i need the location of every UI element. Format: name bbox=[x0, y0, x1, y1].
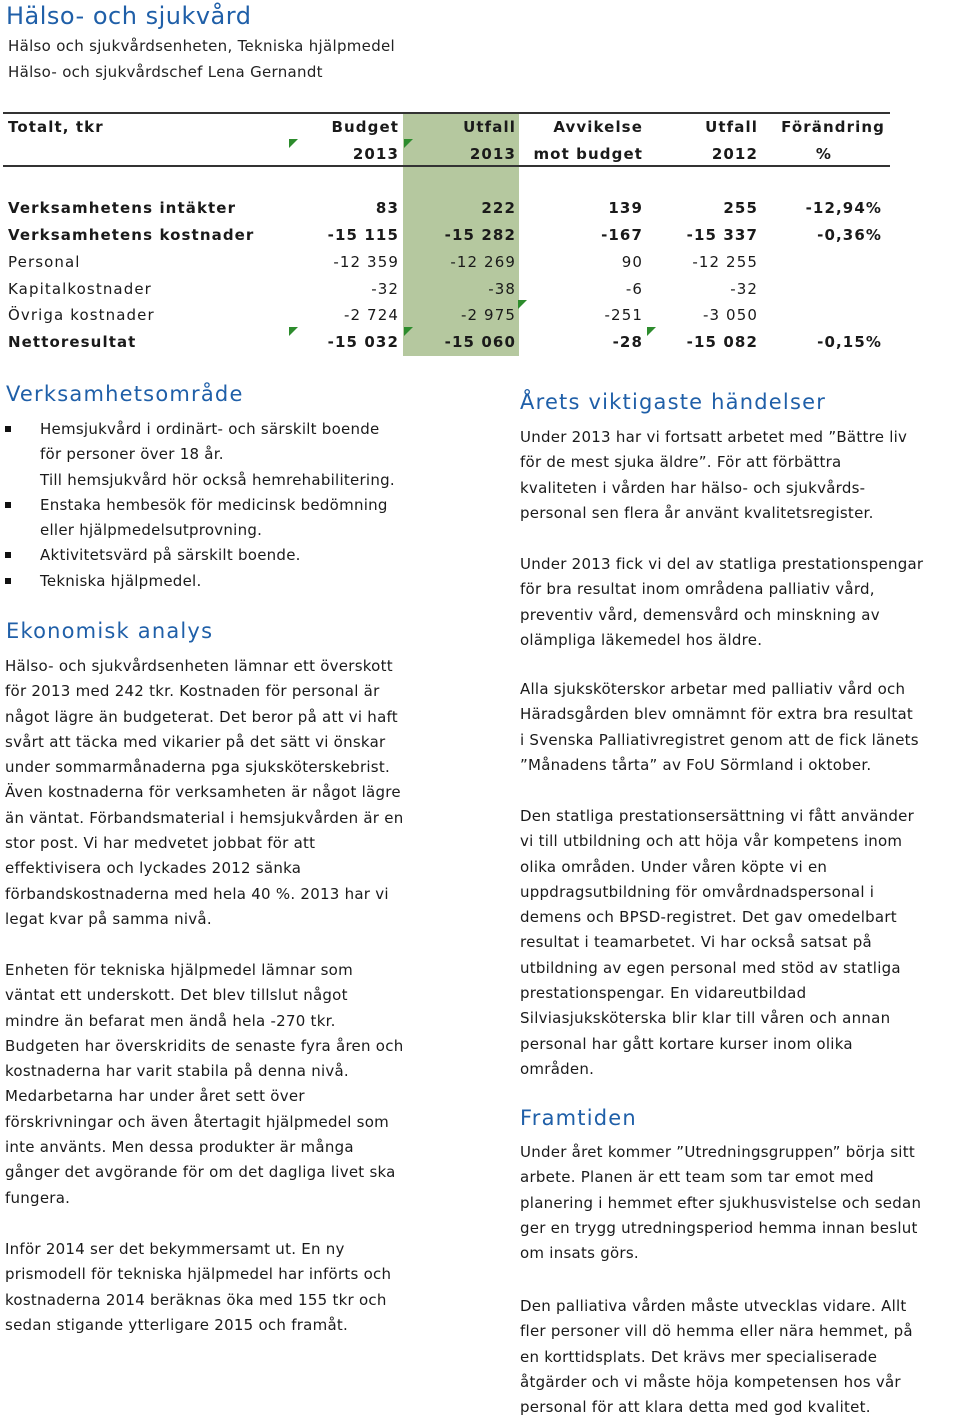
text-line: inte använts. Men dessa produkter är många bbox=[5, 1138, 354, 1157]
table-header-utfall-year: 2013 bbox=[469, 145, 516, 163]
text-line: förskrivningar och även återtagit hjälpmedel som bbox=[5, 1112, 390, 1131]
text-line: mindre än befarat men ändå hela -270 tkr. bbox=[5, 1011, 336, 1030]
text-line: Under 2013 har vi fortsatt arbetet med ”Bättre liv bbox=[520, 428, 908, 446]
cell-utfall: -2 975 bbox=[461, 306, 516, 324]
cell-utfall2012: -15 082 bbox=[686, 333, 758, 351]
cell-utfall: -15 060 bbox=[444, 333, 516, 351]
text-line: en korttidsplats. Det krävs mer specialiserade bbox=[520, 1347, 878, 1366]
handelser-paragraph-4 bbox=[520, 804, 958, 1082]
text-line: förbandskostnaderna med hela 40 %. 2013 har vi bbox=[5, 884, 389, 903]
text-line: Även kostnaderna för verksamheten är något lägre bbox=[5, 783, 401, 802]
cell-avvikelse: -6 bbox=[625, 280, 643, 298]
cell-utfall2012: -3 050 bbox=[703, 306, 758, 324]
analys-paragraph-3 bbox=[5, 1237, 475, 1338]
cell-budget: -32 bbox=[371, 280, 399, 298]
row-label: Övriga kostnader bbox=[8, 306, 155, 324]
list-item: eller hjälpmedelsutprovning. bbox=[40, 521, 263, 540]
verksamhet-list bbox=[2, 417, 472, 594]
table-header-budget-year: 2013 bbox=[352, 145, 399, 163]
text-line: preventiv vård, demensvård och minskning av bbox=[520, 605, 880, 624]
section-heading-handelser: Årets viktigaste händelser bbox=[520, 390, 827, 414]
text-line: för de mest sjuka äldre”. För att förbättra bbox=[520, 453, 842, 472]
comment-marker-icon bbox=[289, 327, 298, 336]
text-line: för bra resultat inom områdena palliativ vård, bbox=[520, 580, 875, 599]
cell-utfall2012: -32 bbox=[730, 280, 758, 298]
text-line: områden. bbox=[520, 1059, 595, 1078]
cell-utfall: -38 bbox=[488, 280, 516, 298]
framtiden-paragraph-2 bbox=[520, 1294, 958, 1420]
text-line: uppdragsutbildning för omvårdnadspersonal i bbox=[520, 882, 875, 901]
text-line: stor post. Vi har medvetet jobbat för att bbox=[5, 834, 316, 853]
text-line: väntat ett underskott. Det blev tillslut något bbox=[5, 986, 348, 1005]
comment-marker-icon bbox=[404, 139, 413, 148]
text-line: arbete. Planen är ett team som tar emot med bbox=[520, 1168, 874, 1187]
cell-utfall2012: 255 bbox=[723, 199, 758, 217]
text-line: Under året kommer ”Utredningsgruppen” börja sitt bbox=[520, 1143, 915, 1161]
text-line: något lägre än budgeterat. Det beror på att vi haft bbox=[5, 707, 398, 726]
table-header-label: Totalt, tkr bbox=[8, 118, 104, 136]
text-line: sedan stigande ytterligare 2015 och framåt. bbox=[5, 1315, 349, 1334]
row-label: Kapitalkostnader bbox=[8, 280, 152, 298]
text-line: prismodell för tekniska hjälpmedel har införts och bbox=[5, 1265, 392, 1284]
text-line: Under 2013 fick vi del av statliga prestationspengar bbox=[520, 555, 924, 573]
text-line: ger en trygg utredningsperiod hemma innan beslut bbox=[520, 1218, 918, 1237]
text-line: åtgärder och vi måste höja kompetensen hos vår bbox=[520, 1372, 901, 1391]
text-line: Budgeten har överskridits de senaste fyra åren och bbox=[5, 1036, 404, 1055]
cell-budget: -15 032 bbox=[327, 333, 399, 351]
cell-budget: -12 359 bbox=[333, 253, 399, 271]
cell-budget: -15 115 bbox=[327, 226, 399, 244]
cell-budget: 83 bbox=[375, 199, 399, 217]
page-title: Hälso- och sjukvård bbox=[6, 2, 252, 30]
row-label: Verksamhetens kostnader bbox=[8, 226, 255, 244]
row-label: Nettoresultat bbox=[8, 333, 137, 351]
table-header-forandring: Förändring bbox=[781, 118, 885, 136]
list-item: Till hemsjukvård hör också hemrehabilitering. bbox=[40, 470, 395, 489]
section-heading-framtiden: Framtiden bbox=[520, 1106, 637, 1130]
text-line: Hälso- och sjukvårdsenheten lämnar ett överskott bbox=[5, 657, 393, 675]
text-line: i Svenska Palliativregistret genom att de fick länets bbox=[520, 730, 919, 749]
cell-forandring: -0,36% bbox=[817, 226, 882, 244]
text-line: Den palliativa vården måste utvecklas vidare. Allt bbox=[520, 1297, 907, 1315]
list-item: Tekniska hjälpmedel. bbox=[2, 569, 472, 594]
text-line: Medarbetarna har under året sett över bbox=[5, 1087, 305, 1106]
text-line: Den statliga prestationsersättning vi fått använder bbox=[520, 807, 915, 825]
cell-avvikelse: 139 bbox=[608, 199, 643, 217]
text-line: effektivisera och lyckades 2012 sänka bbox=[5, 859, 302, 878]
list-item: Hemsjukvård i ordinärt- och särskilt boende bbox=[2, 417, 472, 442]
cell-avvikelse: 90 bbox=[621, 253, 643, 271]
text-line: prestationspengar. En vidareutbildad bbox=[520, 984, 807, 1003]
text-line: kostnaderna 2014 beräknas öka med 155 tkr och bbox=[5, 1290, 387, 1309]
framtiden-paragraph-1 bbox=[520, 1140, 958, 1266]
text-line: fler personer vill dö hemma eller nära hemmet, på bbox=[520, 1322, 913, 1341]
text-line: olämpliga läkemedel hos äldre. bbox=[520, 630, 763, 649]
table-header-forandring-unit: % bbox=[815, 145, 832, 163]
section-heading-verksamhet: Verksamhetsområde bbox=[6, 382, 244, 406]
text-line: vi till utbildning och att höja vår kompetens inom bbox=[520, 832, 903, 851]
text-line: olika områden. Under våren köpte vi en bbox=[520, 857, 828, 876]
text-line: demens och BPSD-registret. Det gav omedelbart bbox=[520, 908, 897, 927]
handelser-paragraph-2 bbox=[520, 552, 958, 653]
analys-paragraph-1 bbox=[5, 654, 475, 932]
text-line: Silviasjuksköterska blir klar till våren och annan bbox=[520, 1009, 891, 1028]
cell-avvikelse: -28 bbox=[612, 333, 643, 351]
cell-utfall: -12 269 bbox=[450, 253, 516, 271]
chief-subtitle: Hälso- och sjukvårdschef Lena Gernandt bbox=[8, 63, 323, 81]
text-line: resultat i teamarbetet. Vi har också satsat på bbox=[520, 933, 872, 952]
cell-budget: -2 724 bbox=[344, 306, 399, 324]
handelser-paragraph-1 bbox=[520, 425, 958, 526]
text-line: kostnaderna har varit stabila på denna nivå. bbox=[5, 1062, 349, 1081]
text-line: Häradsgården blev omnämnt för extra bra resultat bbox=[520, 705, 914, 724]
cell-forandring: -0,15% bbox=[817, 333, 882, 351]
table-top-rule bbox=[3, 112, 890, 114]
comment-marker-icon bbox=[404, 327, 413, 336]
table-header-utfall2012-year: 2012 bbox=[711, 145, 758, 163]
list-item: Aktivitetsvärd på särskilt boende. bbox=[2, 543, 472, 568]
text-line: personal för att klara detta med god kvalitet. bbox=[520, 1398, 871, 1417]
comment-marker-icon bbox=[289, 139, 298, 148]
text-line: än väntat. Förbandsmaterial i hemsjukvården är en bbox=[5, 808, 404, 827]
comment-marker-icon bbox=[518, 300, 527, 309]
text-line: kvaliteten i vården har hälso- och sjukvårds- bbox=[520, 478, 866, 497]
handelser-paragraph-3 bbox=[520, 677, 958, 778]
text-line: fungera. bbox=[5, 1188, 71, 1207]
table-header-rule bbox=[3, 165, 890, 167]
row-label: Personal bbox=[8, 253, 81, 271]
text-line: utbildning av egen personal med stöd av statliga bbox=[520, 958, 901, 977]
text-line: Enheten för tekniska hjälpmedel lämnar som bbox=[5, 961, 353, 979]
text-line: svårt att täcka med vikarier på det sätt vi önskar bbox=[5, 732, 386, 751]
text-line: för 2013 med 242 tkr. Kostnaden för personal är bbox=[5, 682, 380, 701]
section-heading-analys: Ekonomisk analys bbox=[6, 619, 214, 643]
cell-utfall: 222 bbox=[481, 199, 516, 217]
cell-utfall: -15 282 bbox=[444, 226, 516, 244]
table-header-avvikelse: Avvikelse bbox=[553, 118, 643, 136]
text-line: under sommarmånaderna pga sjuksköterskebrist. bbox=[5, 758, 390, 777]
table-header-budget: Budget bbox=[331, 118, 399, 136]
unit-subtitle: Hälso och sjukvårdsenheten, Tekniska hjälpmedel bbox=[8, 37, 396, 55]
analys-paragraph-2 bbox=[5, 958, 475, 1211]
table-header-utfall2012: Utfall bbox=[705, 118, 758, 136]
text-line: gånger det avgörande för om det dagliga livet ska bbox=[5, 1163, 396, 1182]
text-line: personal har gått kortare kurser inom olika bbox=[520, 1034, 853, 1053]
row-label: Verksamhetens intäkter bbox=[8, 199, 237, 217]
text-line: personal sen flera år använt kvalitetsregister. bbox=[520, 503, 874, 522]
table-header-utfall: Utfall bbox=[463, 118, 516, 136]
comment-marker-icon bbox=[647, 327, 656, 336]
cell-avvikelse: -251 bbox=[604, 306, 643, 324]
cell-utfall2012: -15 337 bbox=[686, 226, 758, 244]
table-header-avvikelse-sub: mot budget bbox=[533, 145, 643, 163]
list-item: Enstaka hembesök för medicinsk bedömning bbox=[2, 493, 472, 518]
cell-forandring: -12,94% bbox=[805, 199, 882, 217]
text-line: planering i hemmet efter sjukhusvistelse och sedan bbox=[520, 1193, 922, 1212]
text-line: Inför 2014 ser det bekymmersamt ut. En ny bbox=[5, 1240, 345, 1258]
cell-avvikelse: -167 bbox=[601, 226, 643, 244]
text-line: Alla sjuksköterskor arbetar med palliativ vård och bbox=[520, 680, 906, 698]
text-line: legat kvar på samma nivå. bbox=[5, 909, 212, 928]
list-item: för personer över 18 år. bbox=[40, 445, 224, 464]
cell-utfall2012: -12 255 bbox=[692, 253, 758, 271]
text-line: om insats görs. bbox=[520, 1244, 639, 1263]
text-line: ”Månadens tårta” av FoU Sörmland i oktober. bbox=[520, 755, 872, 774]
